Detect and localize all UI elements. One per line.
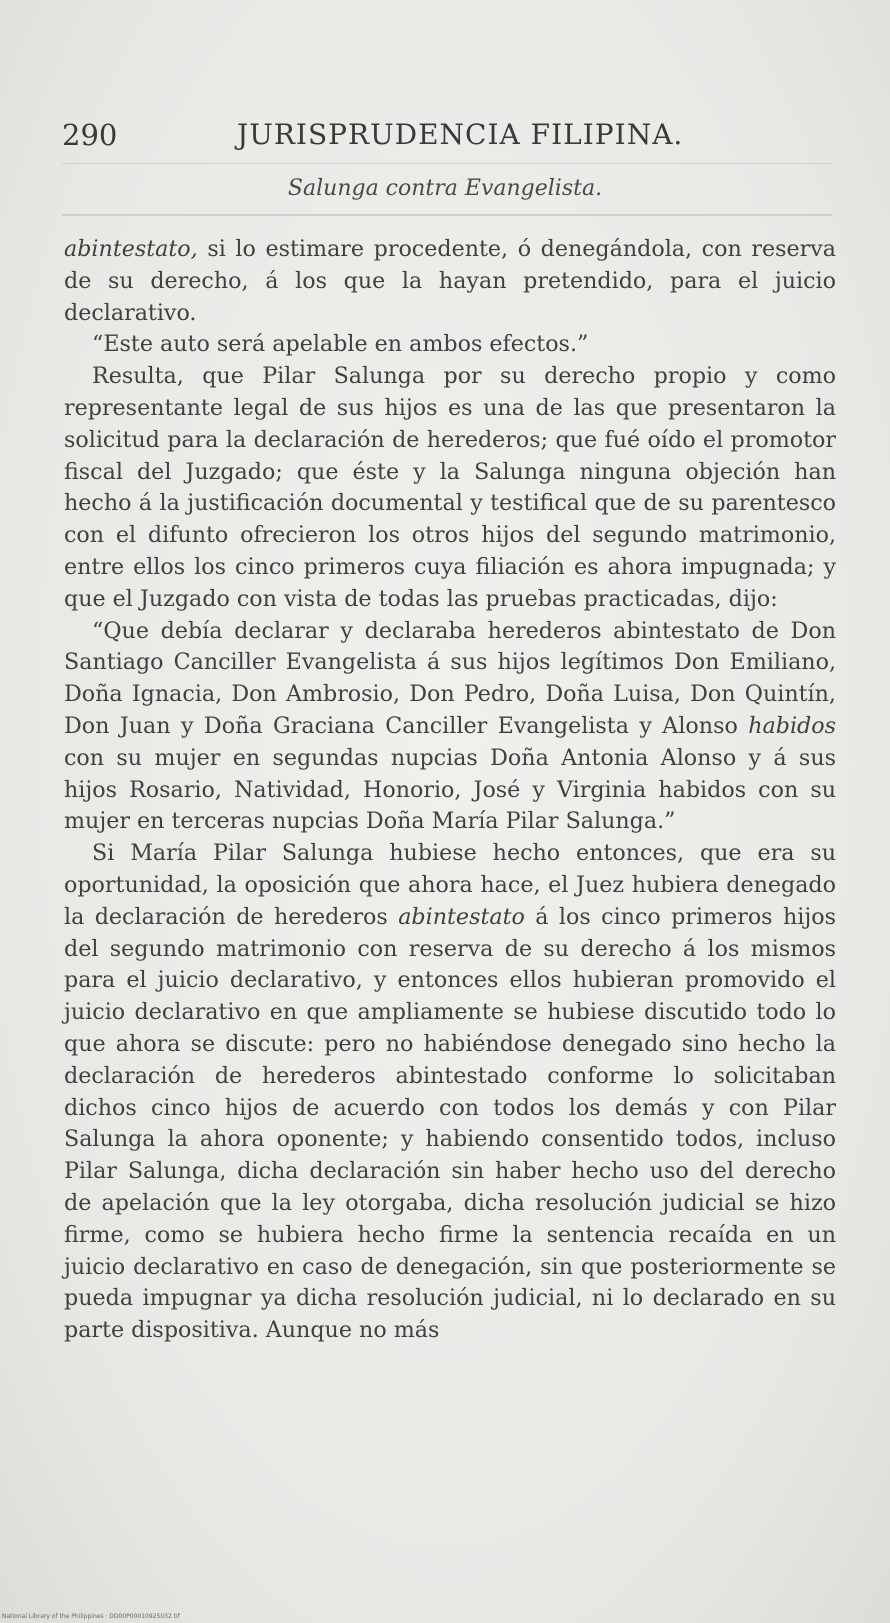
paragraph-1	[64, 234, 836, 329]
case-title: Salunga contra Evangelista.	[287, 176, 603, 201]
paragraph-2-text: “Este auto será apelable en ambos efectos.”	[92, 331, 589, 358]
paragraph-3-text: Resulta, que Pilar Salunga por su derecho propio y como representante legal de sus hijos es una de las que presentaron la solicitud para la declaración de herederos; que fué oído el promotor fiscal del Juzgado; que éste y la Salunga ninguna objeción han hecho á la justificación documental y testifical que de su parentesco con el difunto ofrecieron los otros hijos del segundo matrimonio, entre ellos los cinco primeros cuya filiación es ahora impugnada; y que el Juzgado con vista de todas las pruebas practicadas, dijo:	[64, 363, 836, 612]
page-header	[62, 118, 838, 158]
page-number: 290	[62, 118, 118, 152]
paragraph-5	[64, 838, 836, 1347]
running-title: JURISPRUDENCIA FILIPINA.	[237, 118, 684, 151]
paragraph-4-text-end: con su mujer en segundas nupcias Doña Antonia Alonso y á sus hijos Rosario, Natividad, Honorio, José y Virginia habidos con su mujer en terceras nupcias Doña María Pilar Salunga.”	[64, 744, 836, 835]
paragraph-5-text-end: á los cinco primeros hijos del segundo matrimonio con reserva de su derecho á los mismos para el juicio declarativo, y entonces ellos hubieran promovido el juicio declarativo en que ampliamente se hubiese discutido todo lo que ahora se discute: pero no habiéndose denegado sino hecho la declaración de herederos abintestado conforme lo solicitaban dichos cinco hijos de acuerdo con todos los demás y con Pilar Salunga la ahora oponente; y habiendo consentido todos, incluso Pilar Salunga, dicha declaración sin haber hecho uso del derecho de apelación que la ley otorgaba, dicha resolución judicial se hizo firme, como se hubiera hecho firme la sentencia recaída en un juicio declarativo en caso de denegación, sin que posteriormente se pueda impugnar ya dicha resolución judicial, ni lo declarado en su parte dispositiva. Aunque no más	[64, 903, 836, 1344]
paragraph-1-text: si lo estimare procedente, ó denegándola, con reserva de su derecho, á los que la hayan pretendido, para el juicio declarativo.	[64, 236, 836, 326]
paragraph-4-italic: habidos	[748, 712, 836, 739]
paragraph-5-italic: abintestato	[398, 903, 525, 930]
paragraph-4	[64, 616, 836, 839]
title-divider	[62, 214, 832, 216]
paragraph-4-text-start: “Que debía declarar y declaraba herederos abintestato de Don Santiago Canciller Evangelista á sus hijos legítimos Don Emiliano, Doña Ignacia, Don Ambrosio, Don Pedro, Doña Luisa, Don Quintín, Don Juan y Doña Graciana Canciller Evangelista y Alonso	[64, 617, 836, 739]
scan-credit: National Library of the Philippines · DD00P00010925032 tif	[2, 1613, 180, 1620]
paragraph-5-text-start: Si María Pilar Salunga hubiese hecho entonces, que era su oportunidad, la oposición que ahora hace, el Juez hubiera denegado la declaración de herederos	[64, 840, 836, 930]
header-divider	[62, 163, 832, 164]
paragraph-3	[64, 361, 836, 615]
paragraph-1-lead-italic: abintestato,	[64, 236, 198, 262]
paragraph-2	[64, 329, 836, 361]
body-text	[64, 234, 836, 1347]
